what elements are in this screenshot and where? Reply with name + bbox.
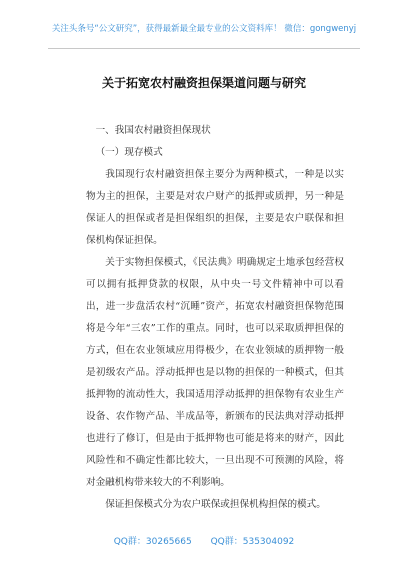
subsection-heading: （一）现存模式 [95,147,163,158]
header-divider [48,48,360,49]
section-heading: 一、我国农村融资担保现状 [95,125,211,136]
paragraph: 关于实物担保模式，《民法典》明确规定土地承包经营权可以拥有抵押贷款的权限，从中央一号文件精神中可以看出，进一步盘活农村“沉睡”资产，拓宽农村融资担保物范围将是今年“三农”工作的重点。同时，也可以采取质押担保的方式，但在农业领域应用得极少，在农业领域的质押物一般是初级农产品。浮动抵押也是以物的担保的一种模式，但其抵押物的流动性大，我国适用浮动抵押的担保物有农业生产设备、农作物产品、半成品等，新颁布的民法典对浮动抵押也进行了修订，但是由于抵押物也可能是将来的财产，因此风险性和不确定性都比较大，一旦出现不可预测的风险，将对金融机构带来较大的不利影响。 [86,257,344,488]
footer [0,534,408,547]
header-notice: 关注头条号“公文研究”，获得最新最全最专业的公文资料库！ 微信：gongwenyj [51,24,357,34]
paragraph: 保证担保模式分为农户联保或担保机构担保的模式。 [105,499,326,510]
document-title: 关于拓宽农村融资担保渠道问题与研究 [101,76,306,90]
paragraph: 我国现行农村融资担保主要分为两种模式，一种是以实物为主的担保，主要是对农户财产的抵押或质押，另一种是保证人的担保或者是担保组织的担保，主要是农户联保和担保机构保证担保。 [86,169,344,246]
footer-qq-group-1: QQ群：30265665 [113,537,192,547]
document-body [86,120,344,516]
footer-qq-group-2: QQ群：535304092 [210,537,295,547]
